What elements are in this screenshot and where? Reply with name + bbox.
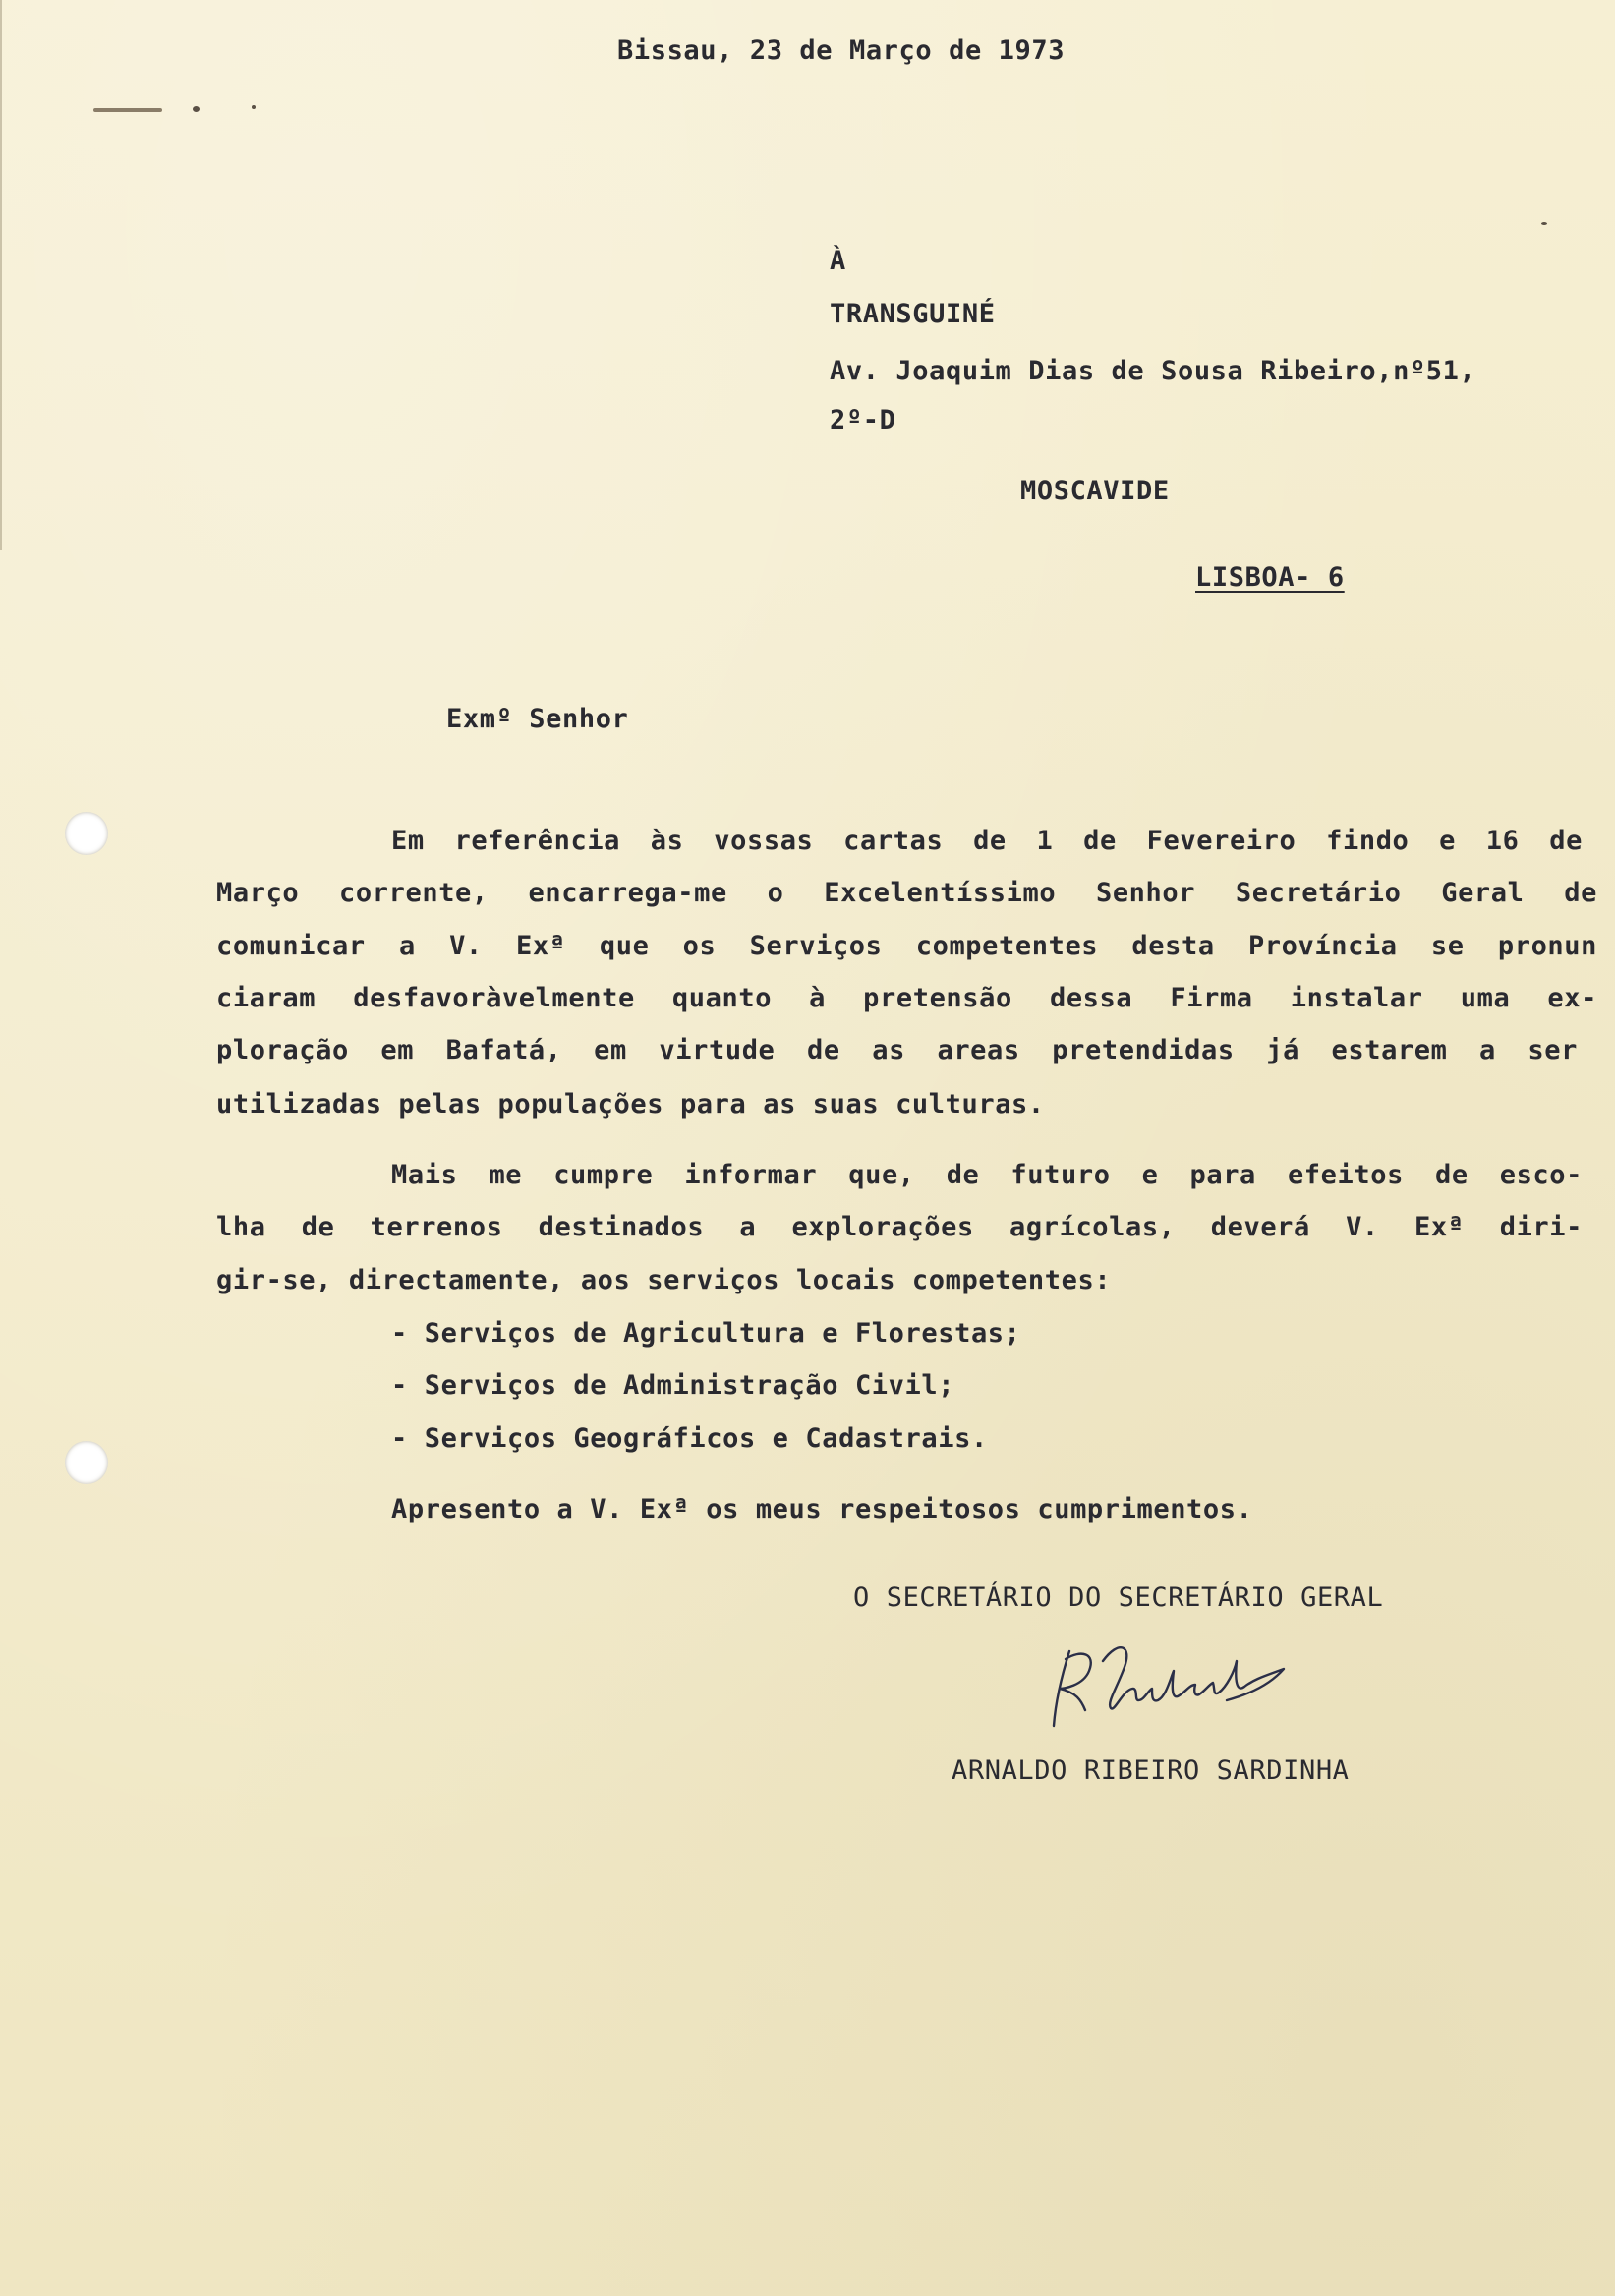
ink-speck bbox=[93, 108, 162, 112]
paper-edge bbox=[0, 0, 2, 550]
paragraph2-line: lha de terrenos destinados a explorações agrícolas, deverá V. Exª diri- bbox=[216, 1212, 1583, 1242]
ink-speck bbox=[1541, 222, 1547, 225]
recipient-city: LISBOA- 6 bbox=[1195, 562, 1345, 593]
paragraph1-line: comunicar a V. Exª que os Serviços competentes desta Província se pronun bbox=[216, 931, 1597, 961]
recipient-town: MOSCAVIDE bbox=[1020, 476, 1170, 506]
recipient-address-line2: 2º-D bbox=[830, 405, 896, 435]
paragraph1-line: Em referência às vossas cartas de 1 de Fevereiro findo e 16 de bbox=[391, 826, 1583, 856]
service-item: - Serviços Geográficos e Cadastrais. bbox=[391, 1423, 988, 1454]
recipient-address-line1: Av. Joaquim Dias de Sousa Ribeiro,nº51, bbox=[830, 356, 1476, 386]
paragraph1-line: ploração em Bafatá, em virtude de as areas pretendidas já estarem a ser bbox=[216, 1035, 1578, 1065]
punch-hole-bottom bbox=[65, 1441, 108, 1484]
paragraph2-line: Mais me cumpre informar que, de futuro e para efeitos de esco- bbox=[391, 1160, 1583, 1190]
salutation: Exmº Senhor bbox=[446, 704, 629, 734]
signatory-title: O SECRETÁRIO DO SECRETÁRIO GERAL bbox=[853, 1582, 1384, 1613]
paragraph2-line: gir-se, directamente, aos serviços locais competentes: bbox=[216, 1265, 1112, 1295]
recipient-company: TRANSGUINÉ bbox=[830, 299, 996, 329]
paragraph1-line: ciaram desfavoràvelmente quanto à pretensão dessa Firma instalar uma ex- bbox=[216, 983, 1597, 1013]
service-item: - Serviços de Agricultura e Florestas; bbox=[391, 1318, 1021, 1349]
punch-hole-top bbox=[65, 812, 108, 855]
paragraph1-line: utilizadas pelas populações para as suas culturas. bbox=[216, 1089, 1045, 1119]
recipient-to: À bbox=[830, 246, 846, 276]
date-line: Bissau, 23 de Março de 1973 bbox=[617, 35, 1066, 66]
closing-line: Apresento a V. Exª os meus respeitosos cumprimentos. bbox=[391, 1494, 1253, 1524]
ink-speck bbox=[252, 105, 256, 109]
handwritten-signature bbox=[1042, 1632, 1298, 1740]
service-item: - Serviços de Administração Civil; bbox=[391, 1370, 955, 1401]
paragraph1-line: Março corrente, encarrega-me o Excelentíssimo Senhor Secretário Geral de bbox=[216, 878, 1597, 908]
ink-speck bbox=[193, 106, 200, 112]
signatory-name: ARNALDO RIBEIRO SARDINHA bbox=[952, 1755, 1350, 1786]
